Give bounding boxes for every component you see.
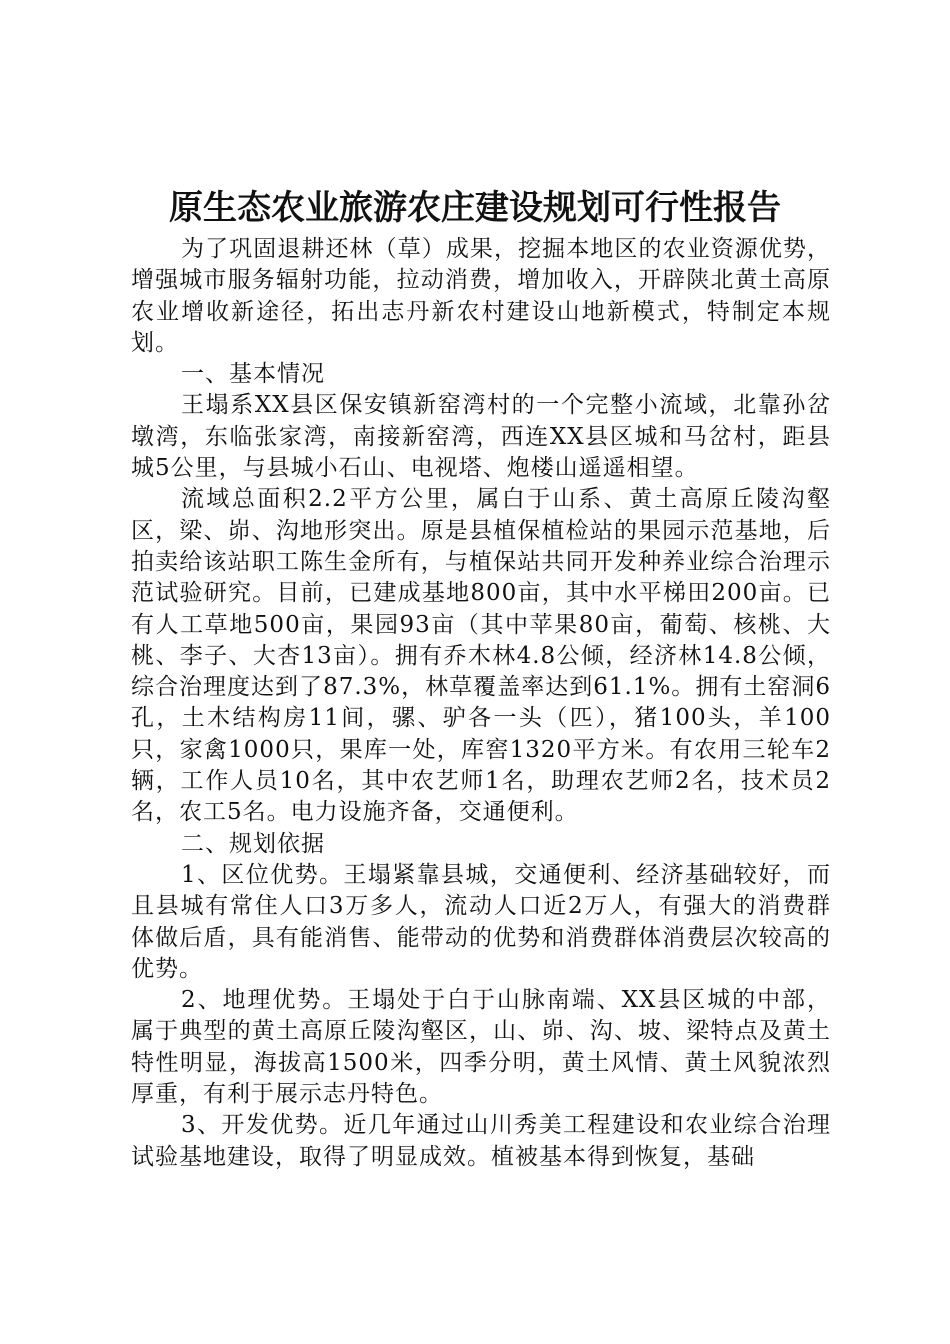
section-heading-planning-basis: 二、规划依据 [181, 830, 325, 857]
paragraph-geographic-advantage: 2、地理优势。王塌处于白于山脉南端、XX县区城的中部，属于典型的黄土高原丘陵沟壑区，山、峁、沟、坡、梁特点及黄土特性明显，海拔高1500米，四季分明，黄土风情、黄土风貌浓烈厚重，有利于展示志丹特色。 [131, 987, 831, 1108]
document-body [131, 234, 831, 1173]
section-heading-basic-info: 一、基本情况 [181, 361, 325, 388]
paragraph-location-advantage: 1、区位优势。王塌紧靠县城，交通便利、经济基础较好，而且县城有常住人口3万多人，流动人口近2万人，有强大的消费群体做后盾，具有能消售、能带动的优势和消费群体消费层次较高的优势。 [131, 861, 831, 982]
paragraph-location: 王塌系XX县区保安镇新窑湾村的一个完整小流域，北靠孙岔墩湾，东临张家湾，南接新窑湾，西连XX县区城和马岔村，距县城5公里，与县城小石山、电视塔、炮楼山遥遥相望。 [131, 392, 831, 482]
paragraph-development-advantage: 3、开发优势。近几年通过山川秀美工程建设和农业综合治理试验基地建设，取得了明显成效。植被基本得到恢复，基础 [131, 1112, 831, 1170]
paragraph-area-details: 流域总面积2.2平方公里，属白于山系、黄土高原丘陵沟壑区，梁、峁、沟地形突出。原是县植保植检站的果园示范基地，后拍卖给该站职工陈生金所有，与植保站共同开发种养业综合治理示范试验研究。目前，已建成基地800亩，其中水平梯田200亩。已有人工草地500亩，果园93亩（其中苹果80亩，葡萄、核桃、大桃、李子、大杏13亩）。拥有乔木林4.8公倾，经济林14.8公倾，综合治理度达到了87.3%，林草覆盖率达到61.1%。拥有土窑洞6孔，土木结构房11间，骡、驴各一头（匹），猪100头，羊100只，家禽1000只，果库一处，库窖1320平方米。有农用三轮车2辆，工作人员10名，其中农艺师1名，助理农艺师2名，技术员2名，农工5名。电力设施齐备，交通便利。 [131, 486, 831, 826]
paragraph-intro: 为了巩固退耕还林（草）成果，挖掘本地区的农业资源优势，增强城市服务辐射功能，拉动消费，增加收入，开辟陕北黄土高原农业增收新途径，拓出志丹新农村建设山地新模式，特制定本规划。 [131, 236, 831, 356]
document-title: 原生态农业旅游农庄建设规划可行性报告 [169, 188, 781, 228]
